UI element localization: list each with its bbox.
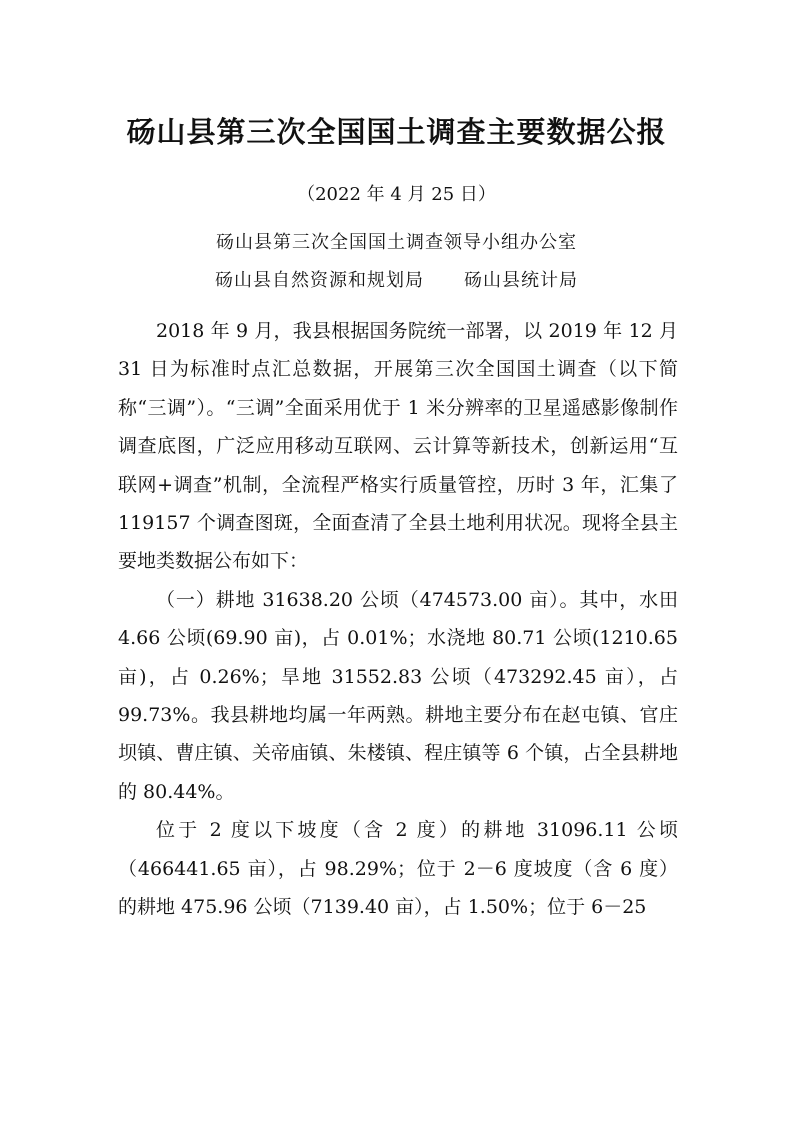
publication-date: （2022 年 4 月 25 日） [297, 184, 496, 205]
issuer-line-2 [0, 266, 793, 292]
issuer-natural-resources-bureau: 砀山县自然资源和规划局 [215, 270, 424, 291]
issuer-statistics-bureau: 砀山县统计局 [464, 270, 578, 291]
paragraph-cultivated-land: （一）耕地 31638.20 公顷（474573.00 亩）。其中，水田 4.66 公顷(69.90 亩)，占 0.01%；水浇地 80.71 公顷(1210.65 亩)，占 0.26%；旱地 31552.83 公顷（473292.45 亩），占 99.73%。我县耕地均属一年两熟。耕地主要分布在赵屯镇、官庄坝镇、曹庄镇、关帝庙镇、朱楼镇、程庄镇等 6 个镇，占全县耕地的 80.44%。 [118, 588, 678, 803]
issuer-line-1: 砀山县第三次全国国土调查领导小组办公室 [216, 232, 577, 253]
paragraph-slope-distribution: 位于 2 度以下坡度（含 2 度）的耕地 31096.11 公顷（466441.65 亩），占 98.29%；位于 2－6 度坡度（含 6 度）的耕地 475.96 公顷（7139.40 亩），占 1.50%；位于 6－25 [118, 819, 678, 919]
document-body [118, 312, 678, 927]
paragraph-intro: 2018 年 9 月，我县根据国务院统一部署，以 2019 年 12 月 31 日为标准时点汇总数据，开展第三次全国国土调查（以下简称“三调”）。“三调”全面采用优于 1 米分辨率的卫星遥感影像制作调查底图，广泛应用移动互联网、云计算等新技术，创新运用“互联网+调查”机制，全流程严格实行质量管控，历时 3 年，汇集了 119157 个调查图斑，全面查清了全县土地利用状况。现将全县主要地类数据公布如下： [118, 320, 678, 573]
document-title: 砀山县第三次全国国土调查主要数据公报 [126, 115, 667, 149]
